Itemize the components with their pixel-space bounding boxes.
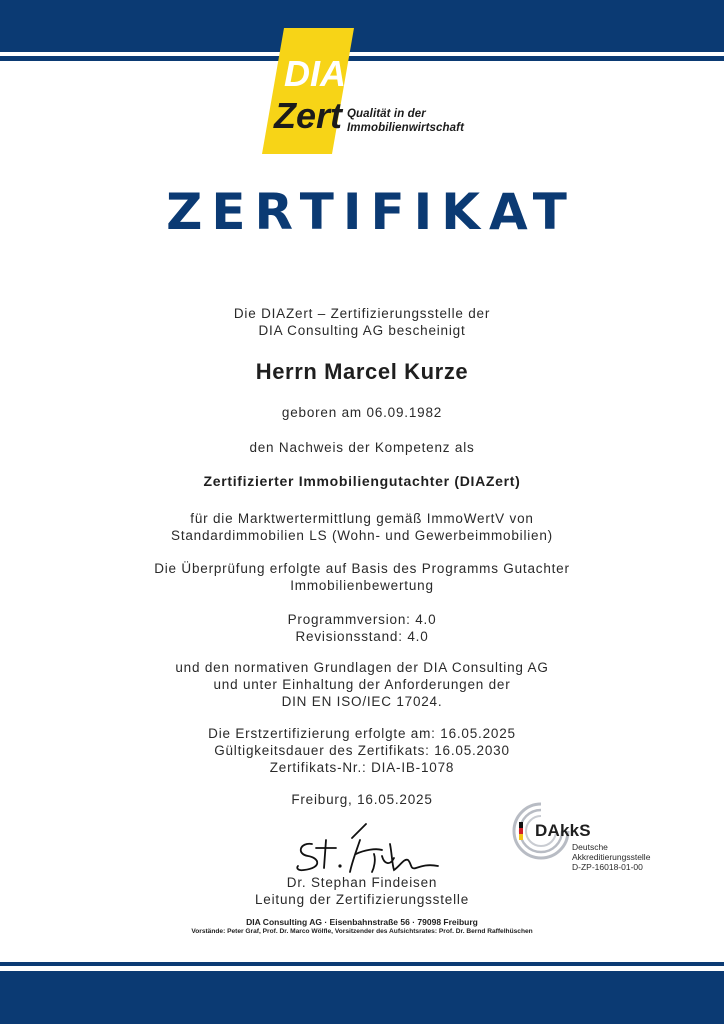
- bottom-band: [0, 971, 724, 1024]
- logo-tagline: [347, 107, 464, 135]
- program-block: [0, 560, 724, 594]
- dates-block: [0, 725, 724, 776]
- certificate-number: Zertifikats-Nr.: DIA-IB-1078: [269, 760, 455, 775]
- signer-name: Dr. Stephan Findeisen: [286, 875, 438, 890]
- dakks-text: [572, 842, 650, 872]
- birth-line: geboren am 06.09.1982: [281, 405, 443, 420]
- certificate-title: ZERTIFIKAT: [166, 183, 576, 241]
- logo-tagline-2: Immobilienwirtschaft: [347, 122, 465, 134]
- program-line-1: Die Überprüfung erfolgte auf Basis des Programms Gutachter: [154, 561, 570, 576]
- place-date: Freiburg, 16.05.2025: [291, 792, 433, 807]
- norm-line-3: DIN EN ISO/IEC 17024.: [281, 694, 443, 709]
- dakks-line-3: D-ZP-16018-01-00: [572, 862, 643, 872]
- signer-role: Leitung der Zertifizierungsstelle: [255, 892, 469, 907]
- version-block: [0, 611, 724, 645]
- top-band: [0, 0, 724, 52]
- norm-block: [0, 659, 724, 710]
- qualification: Zertifizierter Immobiliengutachter (DIAZert): [203, 473, 521, 489]
- signer-block: [0, 874, 724, 908]
- footer-address: DIA Consulting AG · Eisenbahnstraße 56 · 79098 Freiburg: [246, 917, 478, 927]
- recipient: [0, 359, 724, 385]
- scope-block: [0, 510, 724, 544]
- place-date-block: [0, 791, 724, 808]
- footer-board: Vorstände: Peter Graf, Prof. Dr. Marco Wölfle, Vorsitzender des Aufsichtsrates: Prof. Dr. Bernd Raffelhüschen: [191, 928, 533, 935]
- program-line-2: Immobilienbewertung: [290, 578, 434, 593]
- top-rule: [0, 56, 724, 61]
- revision: Revisionsstand: 4.0: [295, 629, 429, 644]
- proof-line: den Nachweis der Kompetenz als: [249, 440, 475, 455]
- birth-block: [0, 404, 724, 421]
- intro: [0, 305, 724, 339]
- diazert-logo: [262, 28, 354, 154]
- logo-word-dia: DIA: [284, 53, 346, 94]
- dakks-name: DAkkS: [535, 821, 591, 840]
- proof-block: [0, 439, 724, 456]
- program-version: Programmversion: 4.0: [287, 612, 437, 627]
- norm-line-2: und unter Einhaltung der Anforderungen der: [213, 677, 511, 692]
- norm-line-1: und den normativen Grundlagen der DIA Consulting AG: [175, 660, 549, 675]
- bottom-rule: [0, 962, 724, 966]
- intro-line-2: DIA Consulting AG bescheinigt: [258, 323, 466, 338]
- recipient-name: Herrn Marcel Kurze: [255, 359, 469, 384]
- dakks-line-1: Deutsche: [572, 842, 608, 852]
- logo-tagline-1: Qualität in der: [347, 108, 426, 120]
- qualification-block: [0, 473, 724, 490]
- intro-line-1: Die DIAZert – Zertifizierungsstelle der: [233, 306, 491, 321]
- logo-word-zert: Zert: [274, 95, 343, 136]
- scope-line-2: Standardimmobilien LS (Wohn- und Gewerbeimmobilien): [171, 528, 553, 543]
- scope-line-1: für die Marktwertermittlung gemäß ImmoWertV von: [190, 511, 534, 526]
- signature: [290, 820, 450, 876]
- dakks-line-2: Akkreditierungsstelle: [572, 852, 651, 862]
- validity: Gültigkeitsdauer des Zertifikats: 16.05.2030: [214, 743, 510, 758]
- first-certification: Die Erstzertifizierung erfolgte am: 16.05.2025: [208, 726, 516, 741]
